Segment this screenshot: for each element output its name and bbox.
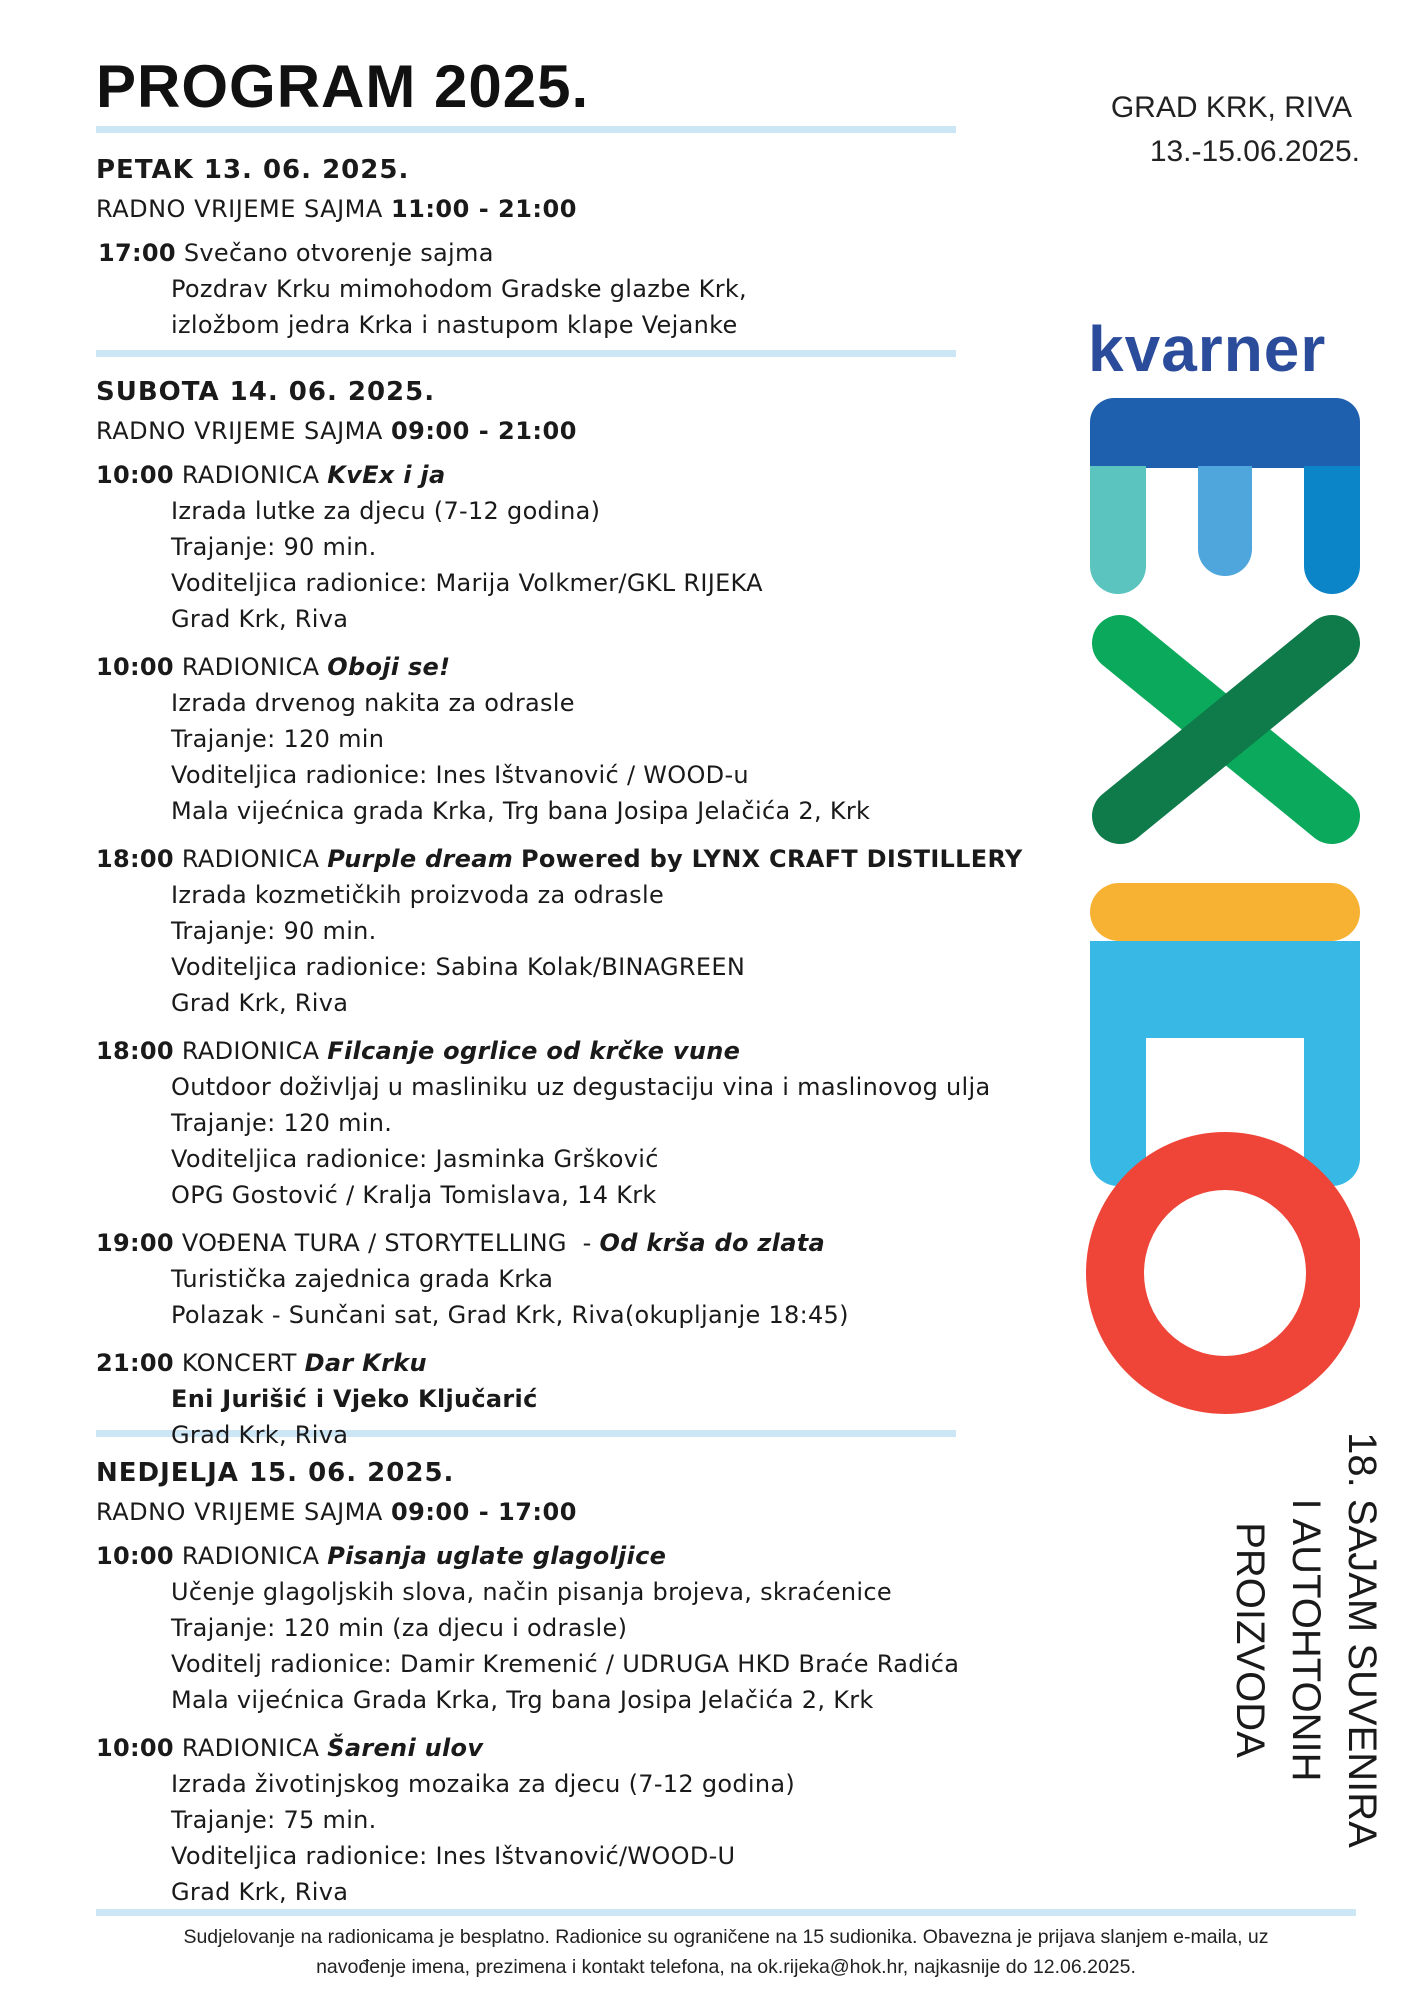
event-detail: Mala vijećnica Grada Krka, Trg bana Josipa Jelačića 2, Krk bbox=[171, 1686, 874, 1714]
event-type: RADIONICA bbox=[181, 1734, 320, 1762]
event-performers: Eni Jurišić i Vjeko Ključarić bbox=[171, 1385, 538, 1413]
day-saturday bbox=[96, 377, 1023, 1453]
event-item bbox=[96, 649, 1016, 829]
event-title: Dar Krku bbox=[304, 1349, 427, 1377]
expo-logo bbox=[1080, 398, 1360, 1428]
fair-title-line: 18. SAJAM SUVENIRA bbox=[1340, 1432, 1384, 1848]
event-title: Purple dream bbox=[327, 845, 514, 873]
event-detail: Izrada drvenog nakita za odrasle bbox=[171, 689, 575, 717]
fair-hours: RADNO VRIJEME SAJMA 09:00 - 17:00 bbox=[96, 1498, 577, 1526]
separator bbox=[96, 126, 956, 133]
fair-title-line: PROIZVODA bbox=[1228, 1522, 1272, 1758]
event-type: RADIONICA bbox=[181, 1542, 320, 1570]
event-detail: Izrada lutke za djecu (7-12 godina) bbox=[171, 497, 601, 525]
event-time: 18:00 bbox=[96, 845, 174, 873]
event-title: Od krša do zlata bbox=[599, 1229, 825, 1257]
event-type: RADIONICA bbox=[181, 653, 320, 681]
event-detail: Voditeljica radionice: Ines Ištvanović / WOOD-u bbox=[171, 761, 749, 789]
event-detail: Grad Krk, Riva bbox=[171, 989, 349, 1017]
event-location-block bbox=[1110, 86, 1360, 174]
event-sponsor: Powered by LYNX CRAFT DISTILLERY bbox=[521, 845, 1023, 873]
event-time: 10:00 bbox=[96, 653, 174, 681]
expo-e-top-fill bbox=[1090, 438, 1360, 468]
event-detail: Trajanje: 75 min. bbox=[171, 1806, 377, 1834]
event-time: 19:00 bbox=[96, 1229, 174, 1257]
page-title: PROGRAM 2025. bbox=[96, 53, 590, 120]
event-detail: Izrada kozmetičkih proizvoda za odrasle bbox=[171, 881, 665, 909]
day-friday bbox=[96, 155, 1016, 343]
event-detail: Mala vijećnica grada Krka, Trg bana Josipa Jelačića 2, Krk bbox=[171, 797, 871, 825]
event-time: 10:00 bbox=[96, 1734, 174, 1762]
expo-e-mid-fill bbox=[1198, 466, 1252, 506]
footer-note bbox=[96, 1922, 1356, 1982]
event-dates: 13.-15.06.2025. bbox=[1149, 135, 1360, 168]
event-detail: Polazak - Sunčani sat, Grad Krk, Riva(okupljanje 18:45) bbox=[171, 1301, 849, 1329]
event-title: Oboji se! bbox=[327, 653, 451, 681]
event-detail: Trajanje: 90 min. bbox=[171, 917, 377, 945]
event-title: Svečano otvorenje sajma bbox=[183, 239, 494, 267]
event-title: Filcanje ogrlice od krčke vune bbox=[327, 1037, 741, 1065]
day-title: NEDJELJA 15. 06. 2025. bbox=[96, 1458, 455, 1488]
event-detail: Grad Krk, Riva bbox=[171, 1878, 349, 1906]
fair-title-vertical bbox=[1140, 1430, 1384, 1850]
event-detail: Voditeljica radionice: Jasminka Gršković bbox=[171, 1145, 659, 1173]
event-detail: Voditeljica radionice: Sabina Kolak/BINAGREEN bbox=[171, 953, 746, 981]
footer-line: navođenje imena, prezimena i kontakt telefona, na ok.rijeka@hok.hr, najkasnije do 12.06.2025. bbox=[316, 1956, 1136, 1978]
event-detail: Voditeljica radionice: Marija Volkmer/GKL RIJEKA bbox=[171, 569, 763, 597]
event-time: 10:00 bbox=[96, 1542, 174, 1570]
event-time: 17:00 bbox=[98, 239, 176, 267]
event-detail: Trajanje: 120 min (za djecu i odrasle) bbox=[171, 1614, 628, 1642]
event-detail: Grad Krk, Riva bbox=[171, 605, 349, 633]
event-time: 18:00 bbox=[96, 1037, 174, 1065]
event-type: RADIONICA bbox=[181, 845, 320, 873]
separator bbox=[96, 1909, 1356, 1916]
event-detail: Trajanje: 120 min bbox=[171, 725, 385, 753]
event-item bbox=[96, 1345, 1016, 1453]
event-detail: Voditeljica radionice: Ines Ištvanović/WOOD-U bbox=[171, 1842, 736, 1870]
event-detail: Trajanje: 120 min. bbox=[171, 1109, 393, 1137]
fair-title-line: I AUTOHTONIH bbox=[1284, 1498, 1328, 1782]
expo-e-right-fill bbox=[1304, 466, 1360, 506]
event-type: KONCERT bbox=[181, 1349, 297, 1377]
event-item bbox=[96, 1538, 1016, 1718]
event-time: 10:00 bbox=[96, 461, 174, 489]
event-detail: Outdoor doživljaj u masliniku uz degustaciju vina i maslinovog ulja bbox=[171, 1073, 991, 1101]
day-title: PETAK 13. 06. 2025. bbox=[96, 155, 410, 185]
event-item bbox=[96, 457, 1016, 637]
event-item bbox=[96, 1033, 1016, 1213]
event-title: Pisanja uglate glagoljice bbox=[327, 1542, 667, 1570]
event-detail: OPG Gostović / Kralja Tomislava, 14 Krk bbox=[171, 1181, 657, 1209]
day-sunday bbox=[96, 1458, 1016, 1910]
event-item bbox=[96, 1730, 1016, 1910]
day-title: SUBOTA 14. 06. 2025. bbox=[96, 377, 436, 407]
event-detail: Trajanje: 90 min. bbox=[171, 533, 377, 561]
event-type: VOĐENA TURA / STORYTELLING - bbox=[181, 1229, 600, 1257]
event-title: KvEx i ja bbox=[327, 461, 446, 489]
event-time: 21:00 bbox=[96, 1349, 174, 1377]
event-detail: izložbom jedra Krka i nastupom klape Vejanke bbox=[171, 311, 738, 339]
event-detail: Izrada životinjskog mozaika za djecu (7-12 godina) bbox=[171, 1770, 796, 1798]
event-title: Šareni ulov bbox=[327, 1734, 484, 1762]
event-detail: Turistička zajednica grada Krka bbox=[171, 1265, 554, 1293]
event-item bbox=[96, 1225, 1016, 1333]
event-detail: Grad Krk, Riva bbox=[171, 1421, 349, 1449]
footer-line: Sudjelovanje na radionicama je besplatno. Radionice su ograničene na 15 sudionika. Obavezna je prijava slanjem e-maila, uz bbox=[183, 1926, 1269, 1948]
event-location: GRAD KRK, RIVA bbox=[1110, 91, 1352, 124]
expo-p-top-bar bbox=[1090, 883, 1360, 941]
fair-hours: RADNO VRIJEME SAJMA 11:00 - 21:00 bbox=[96, 195, 577, 223]
event-detail: Pozdrav Krku mimohodom Gradske glazbe Krk, bbox=[171, 275, 747, 303]
event-type: RADIONICA bbox=[181, 1037, 320, 1065]
event-item bbox=[96, 235, 1016, 343]
expo-o-ring bbox=[1115, 1161, 1335, 1385]
event-type: RADIONICA bbox=[181, 461, 320, 489]
event-detail: Učenje glagoljskih slova, način pisanja brojeva, skraćenice bbox=[171, 1578, 892, 1606]
expo-e-left-fill bbox=[1090, 466, 1146, 506]
event-item bbox=[96, 841, 1023, 1021]
event-detail: Voditelj radionice: Damir Kremenić / UDRUGA HKD Braće Radića bbox=[171, 1650, 960, 1678]
separator bbox=[96, 350, 956, 357]
fair-hours: RADNO VRIJEME SAJMA 09:00 - 21:00 bbox=[96, 417, 577, 445]
kvarner-logo-text: kvarner bbox=[1088, 313, 1327, 385]
